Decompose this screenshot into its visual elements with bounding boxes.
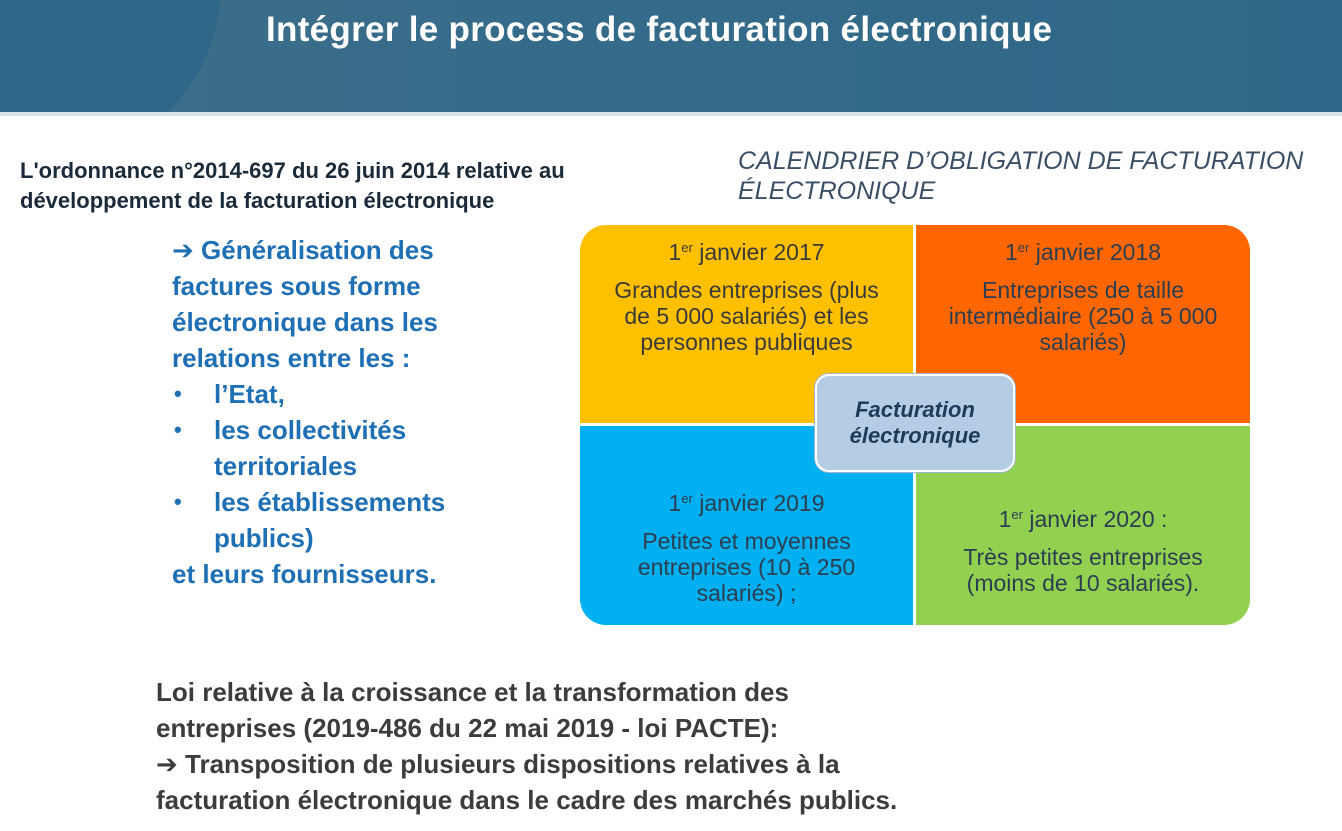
list-item-text: les collectivités <box>214 415 407 445</box>
generalisation-line: électronique dans les <box>172 307 438 337</box>
quadrant-date: 1er janvier 2017 <box>668 239 825 265</box>
ordonnance-line-1: L'ordonnance n°2014-697 du 26 juin 2014 relative au <box>20 158 565 183</box>
bullet-icon: • <box>174 489 182 514</box>
center-label-line-1: Facturation <box>855 397 975 422</box>
quadrant-text: Entreprises de taille <box>982 277 1184 303</box>
ordonnance-line-2: développement de la facturation électronique <box>20 188 495 213</box>
loi-line-1: Loi relative à la croissance et la transformation des <box>156 677 789 707</box>
arrow-right-icon: ➔ <box>156 749 178 779</box>
page-title: Intégrer le process de facturation électronique <box>266 10 1053 49</box>
calendar-grid <box>580 225 1250 625</box>
quadrant-text: intermédiaire (250 à 5 000 <box>948 303 1218 329</box>
header-divider <box>0 112 1342 116</box>
generalisation-line: relations entre les : <box>172 343 411 373</box>
generalisation-line <box>172 232 532 268</box>
list-item-text: les établissements <box>214 487 446 517</box>
ordonnance-heading <box>20 156 700 216</box>
quadrant-date: 1er janvier 2020 : <box>998 506 1168 532</box>
bullet-icon: • <box>174 381 182 406</box>
quadrant-date: 1er janvier 2018 <box>1004 239 1162 265</box>
loi-line-3-text: Transposition de plusieurs dispositions relatives à la <box>177 749 840 779</box>
loi-line-2: entreprises (2019-486 du 22 mai 2019 - loi PACTE): <box>156 713 779 743</box>
quadrant-text: personnes publiques <box>640 329 853 355</box>
list-item-text: publics) <box>214 523 314 553</box>
list-item <box>172 376 532 412</box>
quadrant-text: de 5 000 salariés) et les <box>624 303 869 329</box>
quadrant-text: salariés) <box>1039 329 1127 355</box>
loi-line-4: facturation électronique dans le cadre des marchés publics. <box>156 785 898 815</box>
calendar-title-line-2: ÉLECTRONIQUE <box>738 177 936 205</box>
loi-line-3 <box>156 746 1156 782</box>
list-item-text: territoriales <box>214 451 358 481</box>
generalisation-line: factures sous forme <box>172 271 421 301</box>
quadrant-text: entreprises (10 à 250 <box>637 554 856 580</box>
center-label-box <box>815 374 1015 472</box>
header-banner <box>0 0 1342 114</box>
quadrant-text: (moins de 10 salariés). <box>966 570 1200 596</box>
quadrant-text: Petites et moyennes <box>642 528 851 554</box>
center-label-line-2: électronique <box>849 423 981 448</box>
decorative-swoosh-inner <box>0 0 220 114</box>
list-item-text: l’Etat, <box>214 379 285 409</box>
generalisation-block <box>172 232 532 592</box>
arrow-right-icon: ➔ <box>172 235 194 265</box>
generalisation-text: Généralisation des <box>201 235 434 265</box>
quadrant-text: Grandes entreprises (plus <box>614 277 879 303</box>
bullet-icon: • <box>174 417 182 442</box>
quadrant-text: Très petites entreprises <box>963 544 1203 570</box>
loi-pacte-block <box>156 674 1156 818</box>
calendar-title-line-1: CALENDRIER D’OBLIGATION DE FACTURATION <box>738 147 1304 175</box>
generalisation-closing: et leurs fournisseurs. <box>172 559 437 589</box>
list-item <box>172 484 532 556</box>
list-item <box>172 412 532 484</box>
quadrant-date: 1er janvier 2019 <box>668 490 825 516</box>
quadrant-text: salariés) ; <box>696 580 797 606</box>
calendar-title <box>738 146 1338 206</box>
